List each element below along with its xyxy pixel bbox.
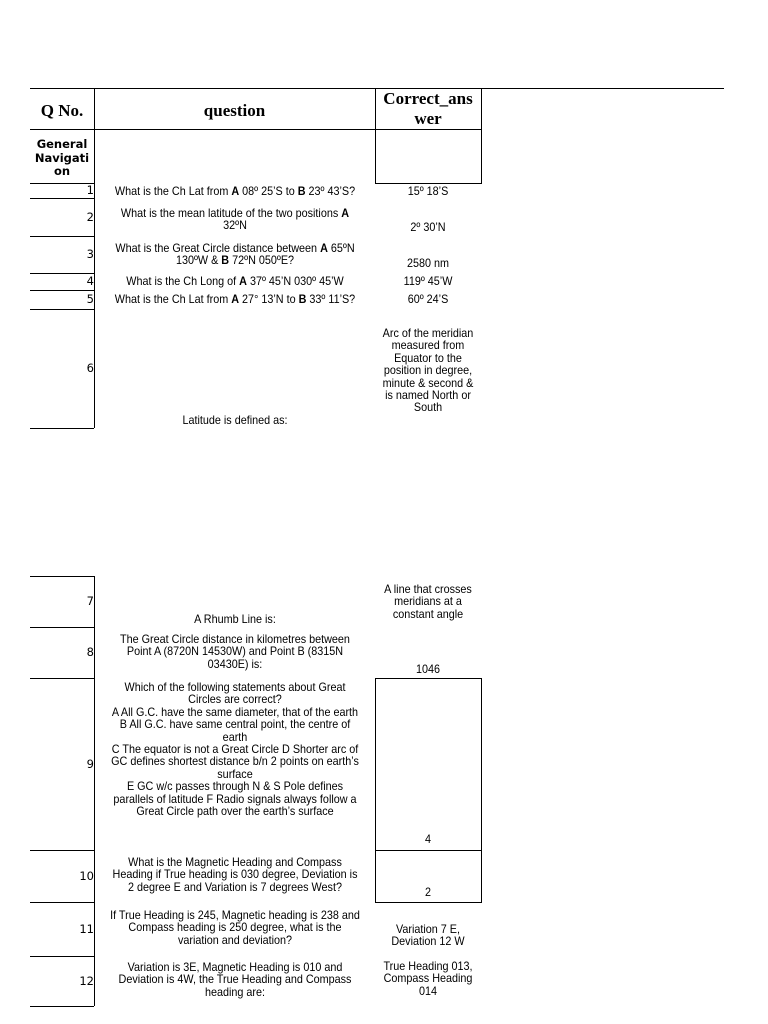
grid-line xyxy=(375,678,482,679)
answer-text: 1046 xyxy=(415,662,441,676)
category-label: General Navigation xyxy=(34,137,90,178)
grid-line xyxy=(30,902,94,903)
grid-line xyxy=(30,678,94,679)
question-text: Which of the following statements about Great Circles are correct? A All G.C. have the same diameter, that of the earth B All G.C. have same central point, the centre of earth C The equator is not a Great Circle D Shorter arc of GC defines shortest distance b/n 2 points on earth’s surface E GC w/c passes through N & S Pole defines parallels of latitude F Radio signals always follow a Great Circle path over the earth’s surface xyxy=(111,680,359,819)
grid-line xyxy=(94,88,95,428)
question-text: What is the Ch Long of A 37º 45’N 030º 45’W xyxy=(126,274,344,288)
row-number: 4 xyxy=(86,274,94,288)
question-text: What is the mean latitude of the two positions A 32ºN xyxy=(120,206,350,233)
grid-line xyxy=(375,183,482,184)
question-text: What is the Ch Lat from A 08º 25’S to B 23º 43’S? xyxy=(114,184,356,198)
question-text: What is the Ch Lat from A 27° 13’N to B 33º 11’S? xyxy=(114,292,356,306)
answer-text: A line that crosses meridians at a constant angle xyxy=(384,582,472,621)
question-text: Latitude is defined as: xyxy=(182,412,288,427)
question-text: The Great Circle distance in kilometres between Point A (8720N 14530W) and Point B (8315N 03430E) is: xyxy=(120,632,350,671)
answer-text: 15º 18’S xyxy=(407,184,449,198)
row-number: 1 xyxy=(86,183,94,197)
grid-line xyxy=(481,88,482,183)
answer-text: 2580 nm xyxy=(406,256,450,270)
grid-line xyxy=(30,290,94,291)
row-number: 3 xyxy=(86,247,94,261)
grid-line xyxy=(375,850,482,851)
grid-line xyxy=(375,88,376,183)
row-number: 8 xyxy=(86,645,94,659)
answer-text: 119º 45’W xyxy=(403,274,453,288)
answer-text: True Heading 013, Compass Heading 014 xyxy=(383,959,473,998)
grid-line xyxy=(30,88,724,89)
grid-line xyxy=(375,678,376,902)
header-question: question xyxy=(203,101,266,120)
grid-line xyxy=(94,576,95,1006)
row-number: 5 xyxy=(86,292,94,306)
answer-text: 60º 24’S xyxy=(407,292,449,306)
header-qno: Q No. xyxy=(40,101,84,120)
row-number: 6 xyxy=(86,361,94,375)
question-text: Variation is 3E, Magnetic Heading is 010 and Deviation is 4W, the True Heading and Compass heading are: xyxy=(118,960,352,999)
grid-line xyxy=(30,198,94,199)
grid-line xyxy=(30,273,94,274)
grid-line xyxy=(375,902,482,903)
grid-line xyxy=(30,236,94,237)
row-number: 9 xyxy=(86,756,94,771)
question-text: What is the Magnetic Heading and Compass Heading if True heading is 030 degree, Deviation is 2 degree E and Variation is 7 degrees West? xyxy=(112,855,358,894)
grid-line xyxy=(481,678,482,902)
answer-text: 2 xyxy=(424,885,432,899)
row-number: 11 xyxy=(79,921,94,936)
grid-line xyxy=(30,627,94,628)
row-number: 2 xyxy=(86,209,94,224)
grid-line xyxy=(30,1006,94,1007)
answer-text: Variation 7 E, Deviation 12 W xyxy=(391,922,465,949)
grid-line xyxy=(30,850,94,851)
row-number: 7 xyxy=(86,594,94,608)
row-number: 10 xyxy=(79,868,94,883)
question-text: What is the Great Circle distance between A 65ºN 130ºW & B 72ºN 050ºE? xyxy=(115,241,355,268)
grid-line xyxy=(30,576,94,577)
row-number: 12 xyxy=(79,973,94,988)
answer-text: 4 xyxy=(424,832,432,846)
answer-text: 2º 30’N xyxy=(410,220,446,234)
question-text: A Rhumb Line is: xyxy=(194,611,276,626)
header-answer: Correct_answer xyxy=(383,89,473,128)
grid-line xyxy=(30,183,94,184)
grid-line xyxy=(30,309,94,310)
question-text: If True Heading is 245, Magnetic heading is 238 and Compass heading is 250 degree, what is the variation and deviation? xyxy=(110,908,360,947)
grid-line xyxy=(30,428,94,429)
grid-line xyxy=(30,129,482,130)
answer-text: Arc of the meridian measured from Equator to the position in degree, minute & second & is named North or South xyxy=(382,326,474,415)
grid-line xyxy=(30,956,94,957)
